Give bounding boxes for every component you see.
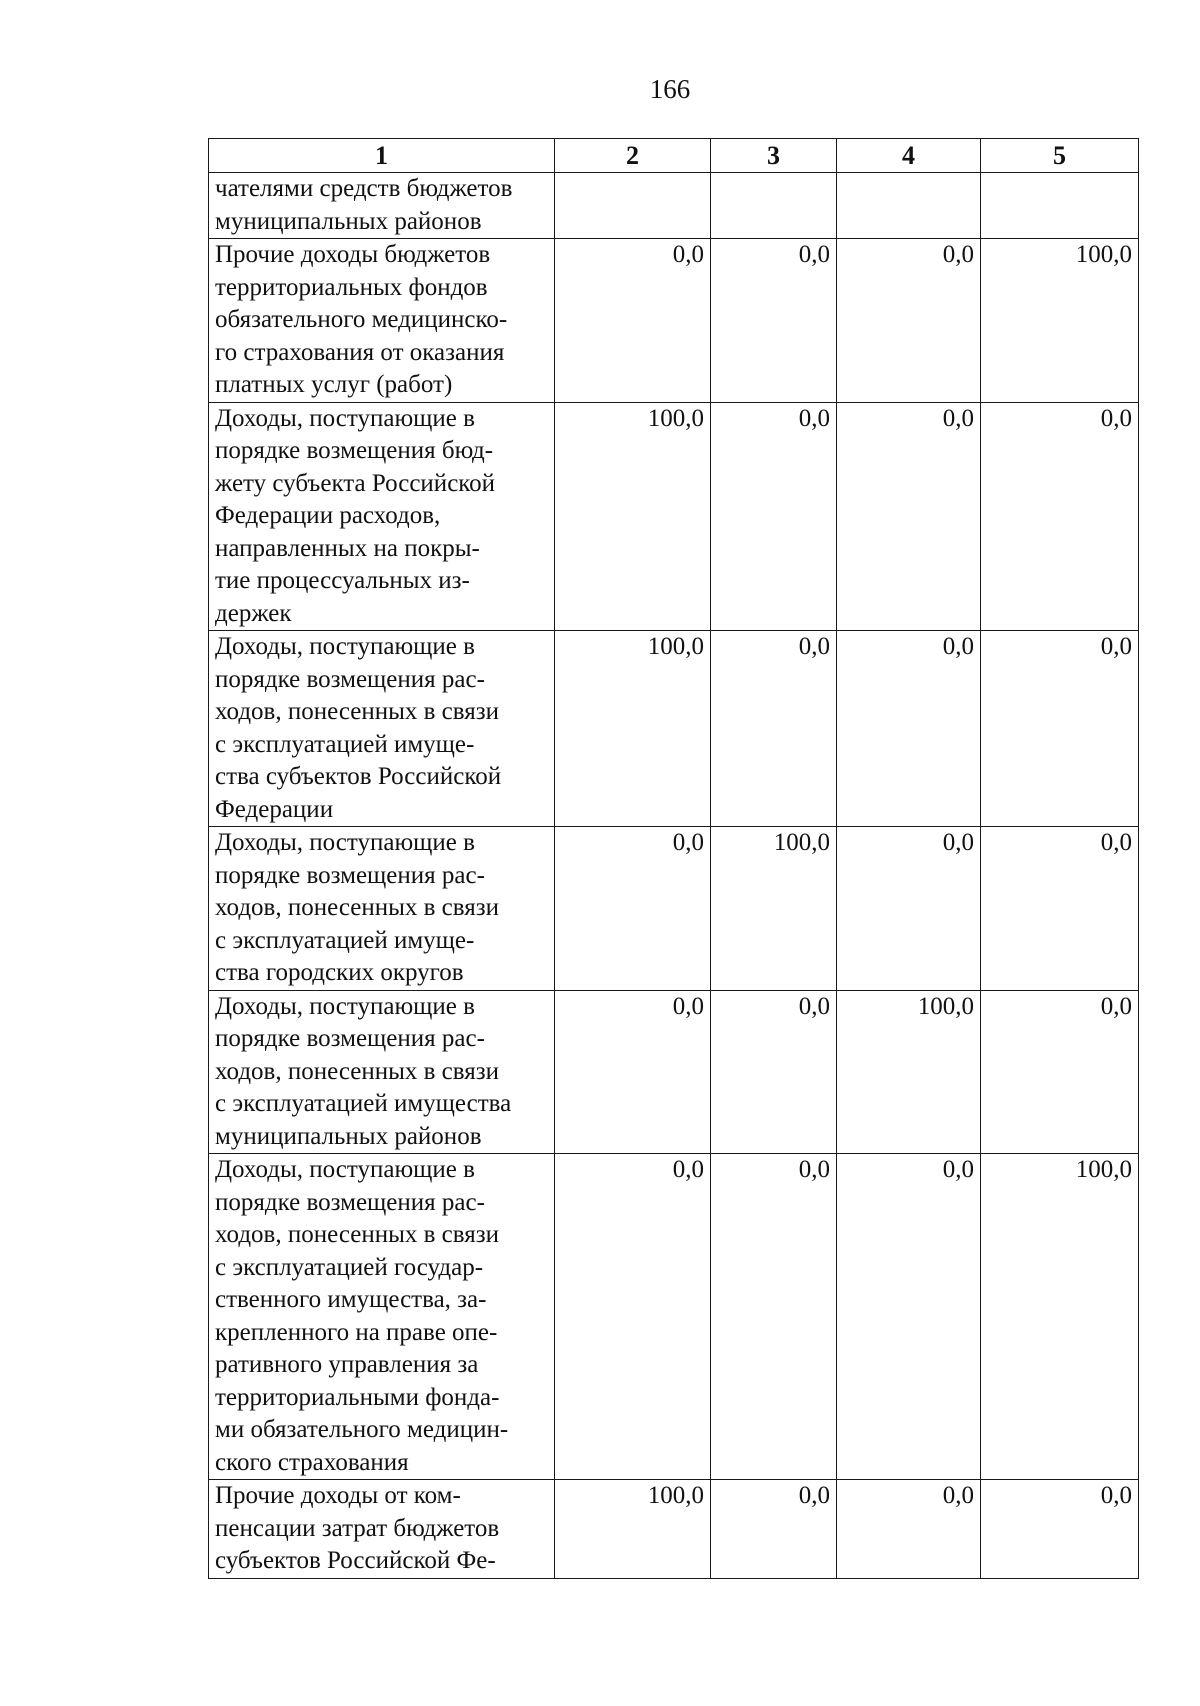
- value-cell: 0,0: [837, 631, 981, 827]
- value-cell: 0,0: [555, 990, 711, 1154]
- column-header-5: 5: [981, 139, 1139, 173]
- table-row: [209, 990, 1139, 1154]
- value-cell: 100,0: [711, 827, 837, 991]
- row-description: Доходы, поступающие в порядке возмещения рас- ходов, понесенных в связи с эксплуатацией имуще- ства субъектов Российской Федерации: [209, 631, 555, 827]
- row-description: Доходы, поступающие в порядке возмещения рас- ходов, понесенных в связи с эксплуатацией государ- ственного имущества, за- крепленного на праве опе- ративного управления за территориальными фонда- ми обязательного медицин- ского страхования: [209, 1154, 555, 1480]
- value-cell: [981, 173, 1139, 239]
- value-cell: 0,0: [555, 239, 711, 403]
- table-row: [209, 1154, 1139, 1480]
- value-cell: 0,0: [711, 990, 837, 1154]
- value-cell: 0,0: [981, 402, 1139, 631]
- value-cell: 0,0: [981, 1480, 1139, 1579]
- table-row: [209, 173, 1139, 239]
- value-cell: 100,0: [981, 239, 1139, 403]
- table-row: [209, 827, 1139, 991]
- table-row: [209, 1480, 1139, 1579]
- value-cell: 0,0: [837, 239, 981, 403]
- page-number: 166: [649, 74, 691, 104]
- value-cell: 0,0: [837, 1480, 981, 1579]
- revenue-distribution-table: [208, 138, 1139, 1579]
- header-row: [209, 139, 1139, 173]
- value-cell: 0,0: [837, 827, 981, 991]
- value-cell: 0,0: [555, 1154, 711, 1480]
- row-description: чателями средств бюджетов муниципальных районов: [209, 173, 555, 239]
- table-row: [209, 239, 1139, 403]
- column-header-1: 1: [209, 139, 555, 173]
- value-cell: [555, 173, 711, 239]
- table-row: [209, 631, 1139, 827]
- row-description: Доходы, поступающие в порядке возмещения рас- ходов, понесенных в связи с эксплуатацией имуще- ства городских округов: [209, 827, 555, 991]
- value-cell: 0,0: [981, 631, 1139, 827]
- value-cell: [711, 173, 837, 239]
- column-header-4: 4: [837, 139, 981, 173]
- value-cell: 0,0: [711, 1154, 837, 1480]
- value-cell: 100,0: [981, 1154, 1139, 1480]
- value-cell: 0,0: [711, 402, 837, 631]
- value-cell: [837, 173, 981, 239]
- value-cell: 0,0: [837, 402, 981, 631]
- value-cell: 0,0: [711, 239, 837, 403]
- row-description: Прочие доходы бюджетов территориальных фондов обязательного медицинско- го страхования от оказания платных услуг (работ): [209, 239, 555, 403]
- column-header-2: 2: [555, 139, 711, 173]
- table-row: [209, 402, 1139, 631]
- value-cell: 0,0: [837, 1154, 981, 1480]
- row-description: Доходы, поступающие в порядке возмещения бюд- жету субъекта Российской Федерации расходов, направленных на покры- тие процессуальных из- держек: [209, 402, 555, 631]
- value-cell: 100,0: [555, 631, 711, 827]
- value-cell: 100,0: [555, 402, 711, 631]
- row-description: Доходы, поступающие в порядке возмещения рас- ходов, понесенных в связи с эксплуатацией имущества муниципальных районов: [209, 990, 555, 1154]
- value-cell: 0,0: [981, 990, 1139, 1154]
- column-header-3: 3: [711, 139, 837, 173]
- value-cell: 0,0: [711, 631, 837, 827]
- row-description: Прочие доходы от ком- пенсации затрат бюджетов субъектов Российской Фе-: [209, 1480, 555, 1579]
- value-cell: 0,0: [711, 1480, 837, 1579]
- value-cell: 0,0: [981, 827, 1139, 991]
- value-cell: 0,0: [555, 827, 711, 991]
- value-cell: 100,0: [837, 990, 981, 1154]
- value-cell: 100,0: [555, 1480, 711, 1579]
